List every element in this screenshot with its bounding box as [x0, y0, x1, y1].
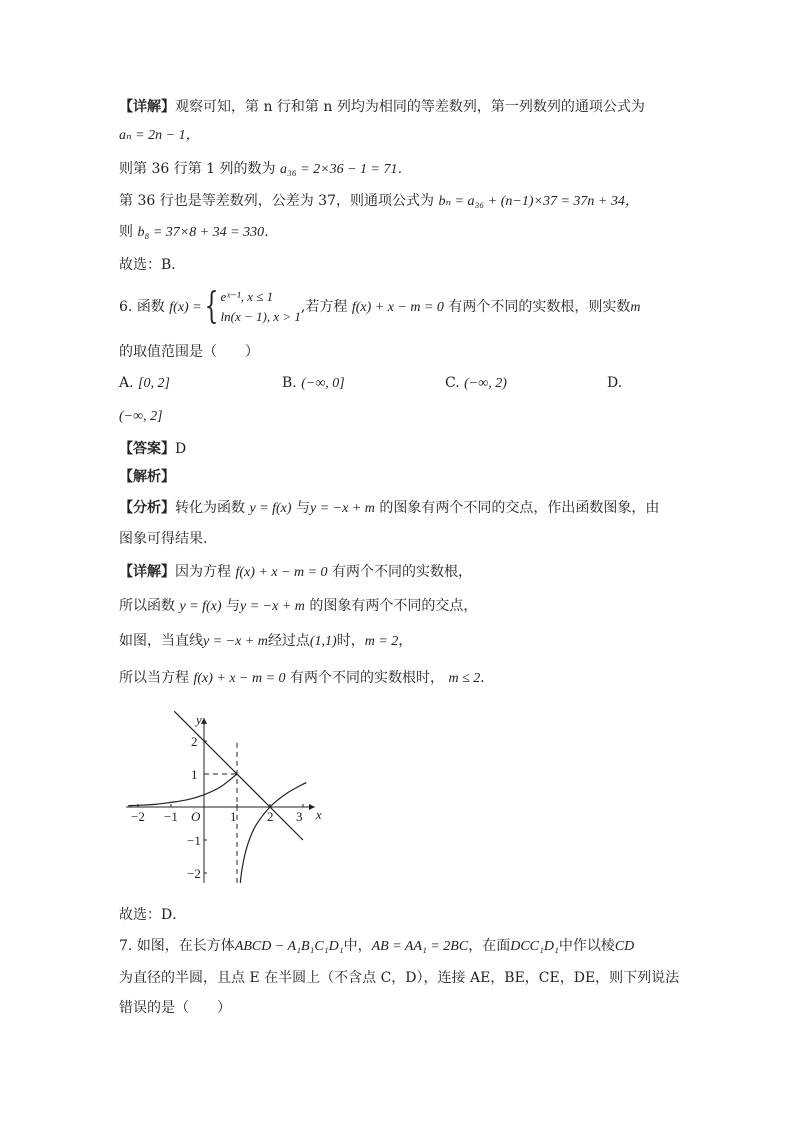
x-tick-label: 3	[296, 809, 303, 824]
option-b[interactable]	[282, 372, 345, 395]
option-c-value: (−∞, 2)	[464, 376, 507, 391]
d1-f: f(x) + x − m = 0	[235, 565, 328, 580]
detail-line-4	[119, 191, 639, 212]
detail2-line-1	[119, 562, 472, 583]
detail2-line-2	[119, 596, 477, 617]
d2-f2: y = −x + m	[240, 599, 305, 614]
function-graph	[119, 700, 339, 895]
fenxi-f2: y = −x + m	[310, 501, 375, 516]
d4-b: 有两个不同的实数根时，	[290, 670, 444, 686]
q7-l1-c: ，在面	[468, 938, 511, 954]
option-c[interactable]	[445, 372, 507, 395]
option-b-letter: B.	[282, 375, 297, 391]
detail-label: 【详解】	[119, 99, 175, 115]
y-tick-label: 1	[191, 767, 198, 782]
answer-value: D	[175, 441, 187, 457]
left-brace: {	[204, 286, 218, 327]
d3-c: 时，	[336, 633, 365, 649]
y-tick-label: 2	[191, 734, 198, 749]
option-d-letter[interactable]: D.	[607, 375, 623, 391]
q7-line-3: 错误的是（ ）	[119, 1000, 231, 1016]
y-tick-label: −1	[187, 833, 201, 848]
fenxi-a: 转化为函数	[175, 500, 245, 516]
q6-stem-c: 有两个不同的实数根，则实数	[448, 299, 631, 315]
b8-formula: b₈ = 37×8 + 34 = 330．	[137, 225, 279, 240]
d3-f2: (1,1)	[309, 634, 337, 649]
q7-l1-f4: CD	[614, 939, 635, 954]
option-a-letter: A.	[119, 375, 134, 391]
d3-d: ，	[398, 633, 413, 649]
detail-text: 观察可知，第 n 行和第 n 列均为相同的等差数列，第一列数列的通项公式为	[175, 99, 645, 115]
q6-case-2: ln(x − 1), x > 1	[220, 309, 301, 324]
detail2-label: 【详解】	[119, 564, 175, 580]
exp-curve	[128, 774, 237, 806]
x-tick-label: 1	[230, 809, 237, 824]
q7-l1-f3: DCC₁D₁	[510, 939, 559, 954]
d1-a: 因为方程	[175, 564, 231, 580]
seq-text: 第 36 行也是等差数列，公差为 37，则通项公式为	[119, 193, 434, 209]
q6-stem-d: 的取值范围是（ ）	[119, 344, 259, 360]
q6-func: f(x) =	[169, 300, 202, 315]
q6-case-1: eˣ⁻¹, x ≤ 1	[220, 289, 274, 304]
analysis-label: 【解析】	[119, 469, 175, 485]
answer-line	[119, 439, 186, 459]
option-d-value[interactable]: (−∞, 2]	[119, 409, 163, 424]
q6-stem	[119, 287, 640, 328]
q7-l1-b: 中，	[343, 938, 372, 954]
detail-line-5	[119, 222, 278, 243]
d3-a: 如图，当直线	[119, 633, 203, 649]
fenxi-label: 【分析】	[119, 500, 175, 516]
d4-a: 所以当方程	[119, 670, 189, 686]
d4-f1: f(x) + x − m = 0	[193, 671, 286, 686]
d2-b: 与	[226, 598, 240, 614]
seq-formula: bₙ = a₃₆ + (n−1)×37 = 37n + 34，	[438, 194, 639, 209]
x-tick-label: −1	[164, 809, 178, 824]
d2-a: 所以函数	[119, 598, 175, 614]
d2-c: 的图象有两个不同的交点，	[309, 598, 478, 614]
fenxi-f1: y = f(x)	[249, 501, 292, 516]
detail-answer: 故选：B．	[119, 257, 186, 273]
fenxi-c: 的图象有两个不同的交点，作出函数图象，由	[379, 500, 660, 516]
option-a-value: [0, 2]	[138, 376, 170, 391]
detail2-line-3	[119, 631, 412, 652]
d3-f1: y = −x + m	[203, 634, 268, 649]
q6-number: 6.	[119, 299, 133, 315]
q6-var-m: m	[630, 300, 641, 315]
origin-label: O	[191, 809, 201, 824]
y-axis-label: y	[196, 711, 202, 727]
b8-text: 则	[119, 224, 133, 240]
q7-l1-d: 中作以棱	[558, 938, 615, 954]
fenxi-line	[119, 498, 659, 519]
detail-line-3	[119, 159, 412, 180]
q6-equation: f(x) + x − m = 0	[351, 300, 444, 315]
q6-stem-b: ,若方程	[300, 299, 348, 315]
detail2-line-4	[119, 668, 494, 689]
d4-f2: m ≤ 2	[448, 671, 481, 686]
q7-line-1	[119, 936, 634, 957]
x-tick-label: −2	[131, 809, 145, 824]
x-tick-label: 2	[267, 809, 274, 824]
x-axis-label: x	[315, 807, 322, 822]
y-tick-label: −2	[187, 866, 201, 881]
q6-cases	[221, 287, 301, 327]
d4-c: ．	[480, 670, 495, 686]
d1-b: 有两个不同的实数根，	[332, 564, 472, 580]
d3-b: 经过点	[267, 633, 310, 649]
option-b-value: (−∞, 0]	[301, 376, 345, 391]
q7-l1-f2: AB = AA₁ = 2BC	[371, 939, 469, 954]
row36-formula: a₃₆ = 2×36 − 1 = 71．	[279, 162, 412, 177]
q7-number: 7.	[119, 938, 133, 954]
row36-text: 则第 36 行第 1 列的数为	[119, 161, 276, 177]
q7-line-2: 为直径的半圆，且点 E 在半圆上（不含点 C，D），连接 AE，BE，CE，DE，则下列说法	[119, 970, 680, 986]
fenxi-d: 图象可得结果.	[119, 531, 208, 547]
q6-conclusion: 故选：D．	[119, 907, 187, 923]
q6-stem-a: 函数	[136, 299, 165, 315]
formula-an: aₙ = 2n − 1，	[119, 128, 200, 143]
option-a[interactable]	[119, 372, 170, 395]
d2-f1: y = f(x)	[179, 599, 222, 614]
option-c-letter: C.	[445, 375, 460, 391]
q7-l1-a: 如图，在长方体	[136, 938, 235, 954]
q7-l1-f1: ABCD − A₁B₁C₁D₁	[234, 939, 344, 954]
d3-f3: m = 2	[364, 634, 399, 649]
detail-line-1	[119, 97, 645, 117]
fenxi-b: 与	[296, 500, 310, 516]
answer-label: 【答案】	[119, 441, 175, 457]
